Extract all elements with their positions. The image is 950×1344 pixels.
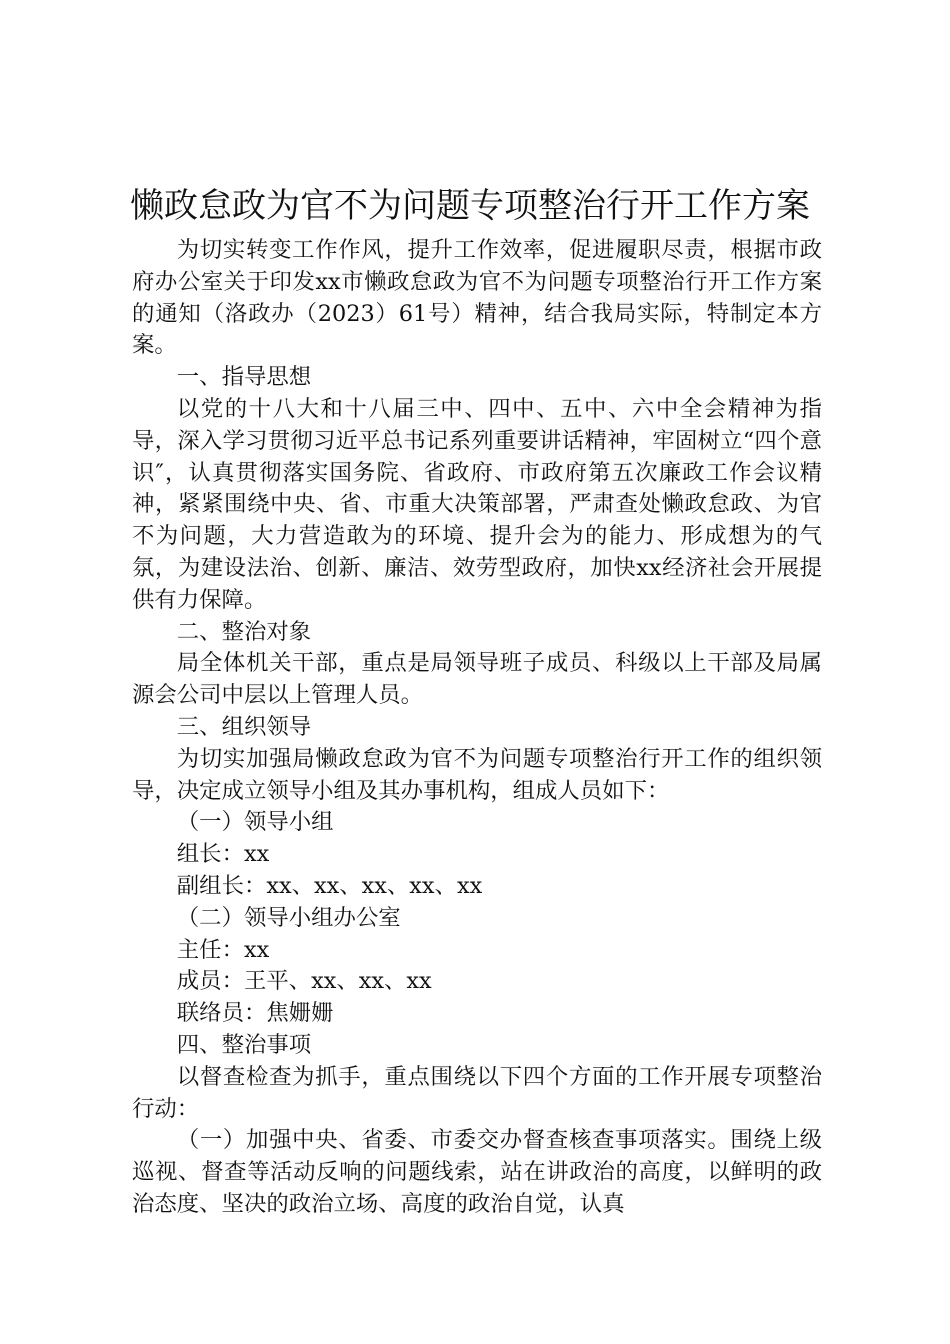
paragraph-item-one: （一）加强中央、省委、市委交办督查核查事项落实。围绕上级巡视、督查等活动反响的问题线索，站在讲政治的高度，以鲜明的政治态度、坚决的政治立场、高度的政治自觉，认真: [132, 1127, 822, 1217]
heading-rectification-items: 四、整治事项: [176, 1031, 312, 1058]
leading-group-leader: 组长：xx: [176, 841, 270, 868]
heading-organization-leadership: 三、组织领导: [176, 713, 312, 740]
paragraph-rectification-items: 以督查检查为抓手，重点围绕以下四个方面的工作开展专项整治行动：: [132, 1063, 822, 1122]
paragraph-rectification-targets: 局全体机关干部，重点是局领导班子成员、科级以上干部及局属源会公司中层以上管理人员。: [132, 650, 822, 709]
group-office-director: 主任：xx: [176, 936, 270, 963]
paragraph-intro: 为切实转变工作作风，提升工作效率，促进履职尽责，根据市政府办公室关于印发xx市懒政怠政为官不为问题专项整治行开工作方案的通知（洛政办（2023）61号）精神，结合我局实际，特制定本方案。: [132, 237, 822, 359]
subheading-group-office: （二）领导小组办公室: [176, 904, 401, 931]
heading-guiding-ideology: 一、指导思想: [176, 364, 312, 391]
heading-rectification-targets: 二、整治对象: [176, 618, 312, 645]
leading-group-deputy-leaders: 副组长：xx、xx、xx、xx、xx: [176, 872, 483, 899]
document-title: 懒政怠政为官不为问题专项整治行开工作方案: [130, 186, 810, 226]
paragraph-organization-leadership: 为切实加强局懒政怠政为官不为问题专项整治行开工作的组织领导，决定成立领导小组及其办事机构，组成人员如下：: [132, 745, 822, 804]
document-body: [132, 235, 822, 1221]
paragraph-guiding-ideology: 以党的十八大和十八届三中、四中、五中、六中全会精神为指导，深入学习贯彻习近平总书记系列重要讲话精神，牢固树立“四个意识″，认真贯彻落实国务院、省政府、市政府第五次廉政工作会议精神，紧紧围绕中央、省、市重大决策部署，严肃查处懒政怠政、为官不为问题，大力营造敢为的环境、提升会为的能力、形成想为的气氛，为建设法治、创新、廉洁、效劳型政府，加快xx经济社会开展提供有力保障。: [132, 395, 822, 613]
subheading-leading-group: （一）领导小组: [176, 809, 334, 836]
group-office-liaison: 联络员：焦姗姗: [176, 1000, 334, 1027]
group-office-members: 成员：王平、xx、xx、xx: [176, 968, 432, 995]
